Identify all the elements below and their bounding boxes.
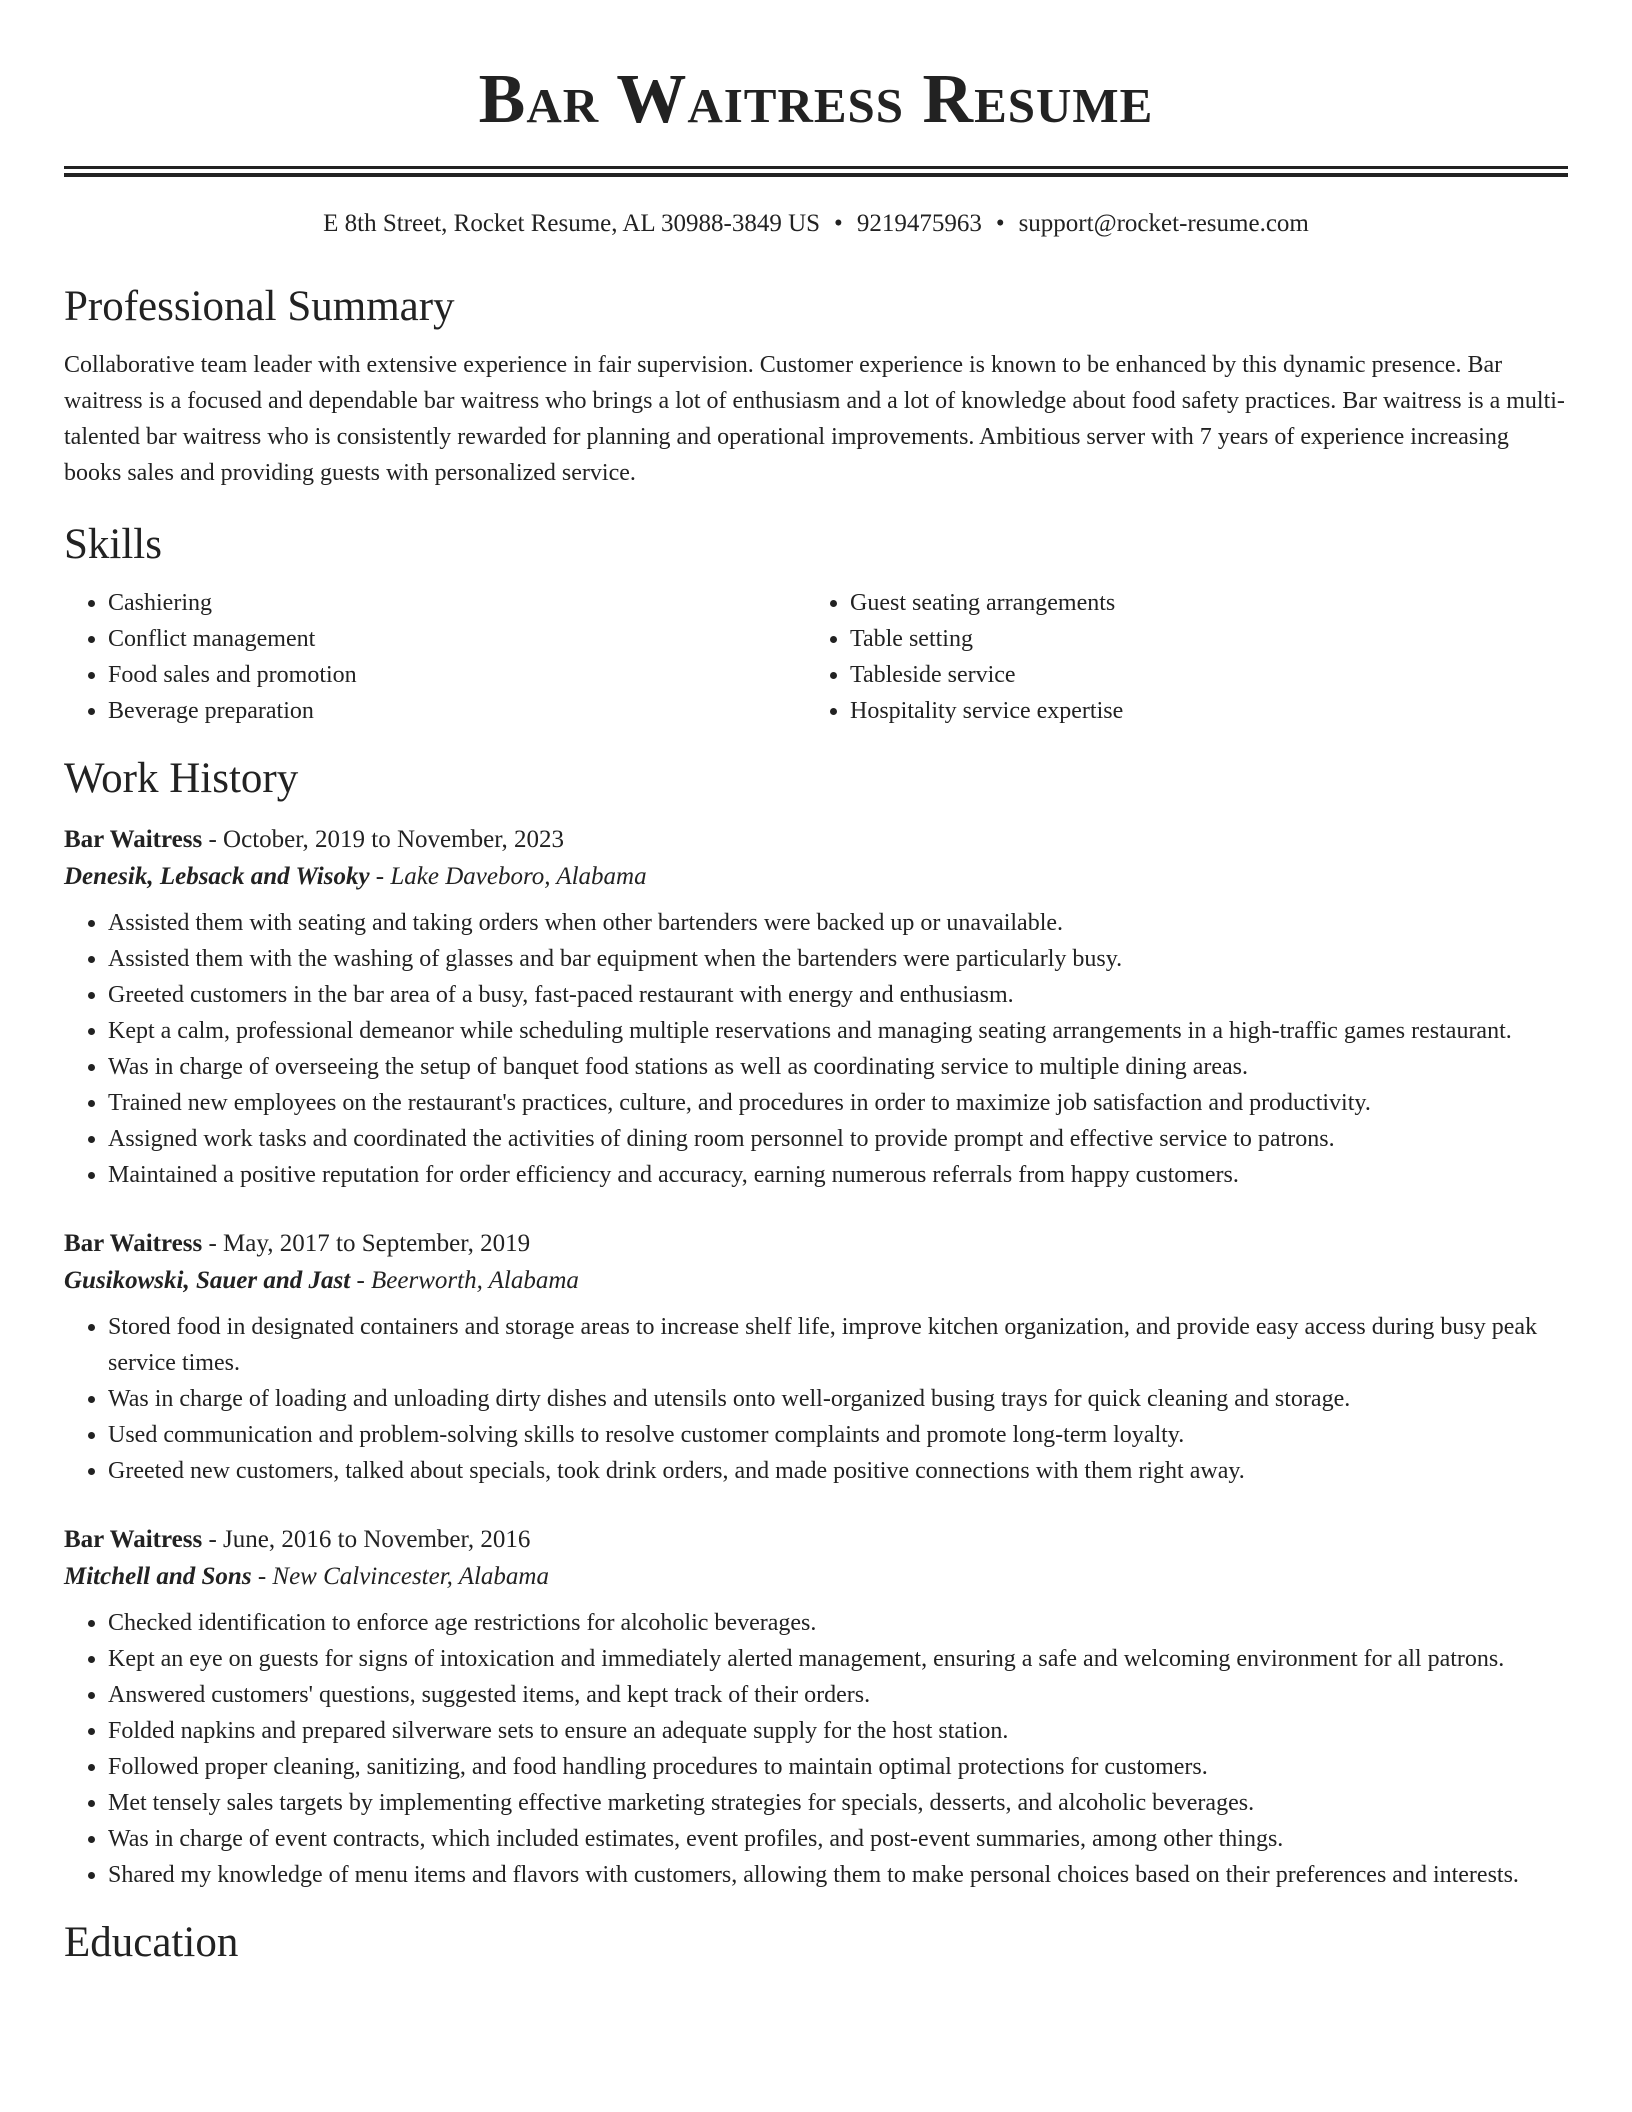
- contact-phone: 9219475963: [856, 210, 982, 237]
- skills-list-right: [806, 585, 1548, 729]
- contact-email: support@rocket-resume.com: [1018, 210, 1309, 237]
- job-duty: • Stored food in designated containers and storage areas to increase shelf life, improve kitchen organization, and provide easy access during busy peak service times.: [108, 1309, 1568, 1381]
- contact-separator: •: [995, 210, 1005, 237]
- skills-column-right: [806, 585, 1548, 729]
- job-dates: - June, 2016 to November, 2016: [208, 1526, 531, 1553]
- job-duty: • Assisted them with seating and taking orders when other bartenders were backed up or unavailable.: [108, 905, 1568, 941]
- job-duty: • Met tensely sales targets by implementing effective marketing strategies for specials, desserts, and alcoholic beverages.: [108, 1785, 1568, 1821]
- skill-item: • Food sales and promotion: [108, 657, 806, 693]
- skill-item: • Tableside service: [850, 657, 1548, 693]
- job-duty: • Greeted customers in the bar area of a busy, fast-paced restaurant with energy and enthusiasm.: [108, 977, 1568, 1013]
- skill-item: • Cashiering: [108, 585, 806, 621]
- summary-heading: Professional Summary: [64, 283, 455, 330]
- company-name: Gusikowski, Sauer and Jast: [64, 1267, 351, 1294]
- job-duty: • Shared my knowledge of menu items and flavors with customers, allowing them to make personal choices based on their preferences and interests.: [108, 1857, 1568, 1893]
- job-duty: • Trained new employees on the restaurant's practices, culture, and procedures in order to maximize job satisfaction and productivity.: [108, 1085, 1568, 1121]
- job-title-line: [64, 821, 1568, 859]
- contact-line: [64, 207, 1568, 241]
- job-title: Bar Waitress: [64, 1230, 203, 1257]
- job-duties-list: [64, 1309, 1568, 1489]
- job-duty: • Followed proper cleaning, sanitizing, and food handling procedures to maintain optimal protections for customers.: [108, 1749, 1568, 1785]
- skills-grid: [64, 585, 1568, 729]
- skills-heading: Skills: [64, 521, 162, 568]
- job-duties-list: [64, 1605, 1568, 1893]
- job-duty: • Folded napkins and prepared silverware sets to ensure an adequate supply for the host station.: [108, 1713, 1568, 1749]
- job-entry: [64, 1521, 1568, 1893]
- company-location: - New Calvincester, Alabama: [257, 1563, 549, 1590]
- job-duty: • Answered customers' questions, suggested items, and kept track of their orders.: [108, 1677, 1568, 1713]
- company-location: - Lake Daveboro, Alabama: [375, 863, 647, 890]
- job-duty: • Was in charge of event contracts, which included estimates, event profiles, and post-event summaries, among other things.: [108, 1821, 1568, 1857]
- job-entry: [64, 1225, 1568, 1489]
- company-location: - Beerworth, Alabama: [356, 1267, 579, 1294]
- company-name: Mitchell and Sons: [64, 1563, 252, 1590]
- contact-address: E 8th Street, Rocket Resume, AL 30988-3849 US: [323, 210, 821, 237]
- job-title: Bar Waitress: [64, 1526, 203, 1553]
- skill-item: • Table setting: [850, 621, 1548, 657]
- education-heading: Education: [64, 1919, 239, 1966]
- job-entry: [64, 821, 1568, 1193]
- job-title-line: [64, 1521, 1568, 1559]
- work-history-heading: Work History: [64, 755, 299, 802]
- job-duty: • Assigned work tasks and coordinated the activities of dining room personnel to provide prompt and effective service to patrons.: [108, 1121, 1568, 1157]
- job-title-line: [64, 1225, 1568, 1263]
- company-line: [64, 1263, 1568, 1299]
- company-name: Denesik, Lebsack and Wisoky: [64, 863, 370, 890]
- job-duty: • Assisted them with the washing of glasses and bar equipment when the bartenders were particularly busy.: [108, 941, 1568, 977]
- title-double-rule: [64, 166, 1568, 177]
- company-line: [64, 859, 1568, 895]
- job-dates: - May, 2017 to September, 2019: [208, 1230, 531, 1257]
- job-dates: - October, 2019 to November, 2023: [208, 826, 565, 853]
- job-duty: • Greeted new customers, talked about specials, took drink orders, and made positive connections with them right away.: [108, 1453, 1568, 1489]
- skill-item: • Conflict management: [108, 621, 806, 657]
- job-duty: • Maintained a positive reputation for order efficiency and accuracy, earning numerous referrals from happy customers.: [108, 1157, 1568, 1193]
- skills-column-left: [64, 585, 806, 729]
- job-title: Bar Waitress: [64, 826, 203, 853]
- skill-item: • Guest seating arrangements: [850, 585, 1548, 621]
- skill-item: • Hospitality service expertise: [850, 693, 1548, 729]
- job-duty: • Was in charge of overseeing the setup of banquet food stations as well as coordinating service to multiple dining areas.: [108, 1049, 1568, 1085]
- contact-separator: •: [834, 210, 843, 237]
- job-duty: • Checked identification to enforce age restrictions for alcoholic beverages.: [108, 1605, 1568, 1641]
- skills-list-left: [64, 585, 806, 729]
- job-duty: • Was in charge of loading and unloading dirty dishes and utensils onto well-organized busing trays for quick cleaning and storage.: [108, 1381, 1568, 1417]
- job-duties-list: [64, 905, 1568, 1193]
- skill-item: • Beverage preparation: [108, 693, 806, 729]
- job-duty: • Used communication and problem-solving skills to resolve customer complaints and promote long-term loyalty.: [108, 1417, 1568, 1453]
- job-duty: • Kept an eye on guests for signs of intoxication and immediately alerted management, ensuring a safe and welcoming environment for all patrons.: [108, 1641, 1568, 1677]
- summary-text: Collaborative team leader with extensive experience in fair supervision. Customer experience is known to be enhanced by this dynamic presence. Bar waitress is a focused and dependable bar waitress who brings a lot of enthusiasm and a lot of knowledge about food safety practices. Bar waitress is a multi-talented bar waitress who is consistently rewarded for planning and operational improvements. Ambitious server with 7 years of experience increasing books sales and providing guests with personalized service.: [64, 352, 1565, 486]
- resume-title: Bar Waitress Resume: [478, 61, 1154, 138]
- job-duty: • Kept a calm, professional demeanor while scheduling multiple reservations and managing seating arrangements in a high-traffic games restaurant.: [108, 1013, 1568, 1049]
- company-line: [64, 1559, 1568, 1595]
